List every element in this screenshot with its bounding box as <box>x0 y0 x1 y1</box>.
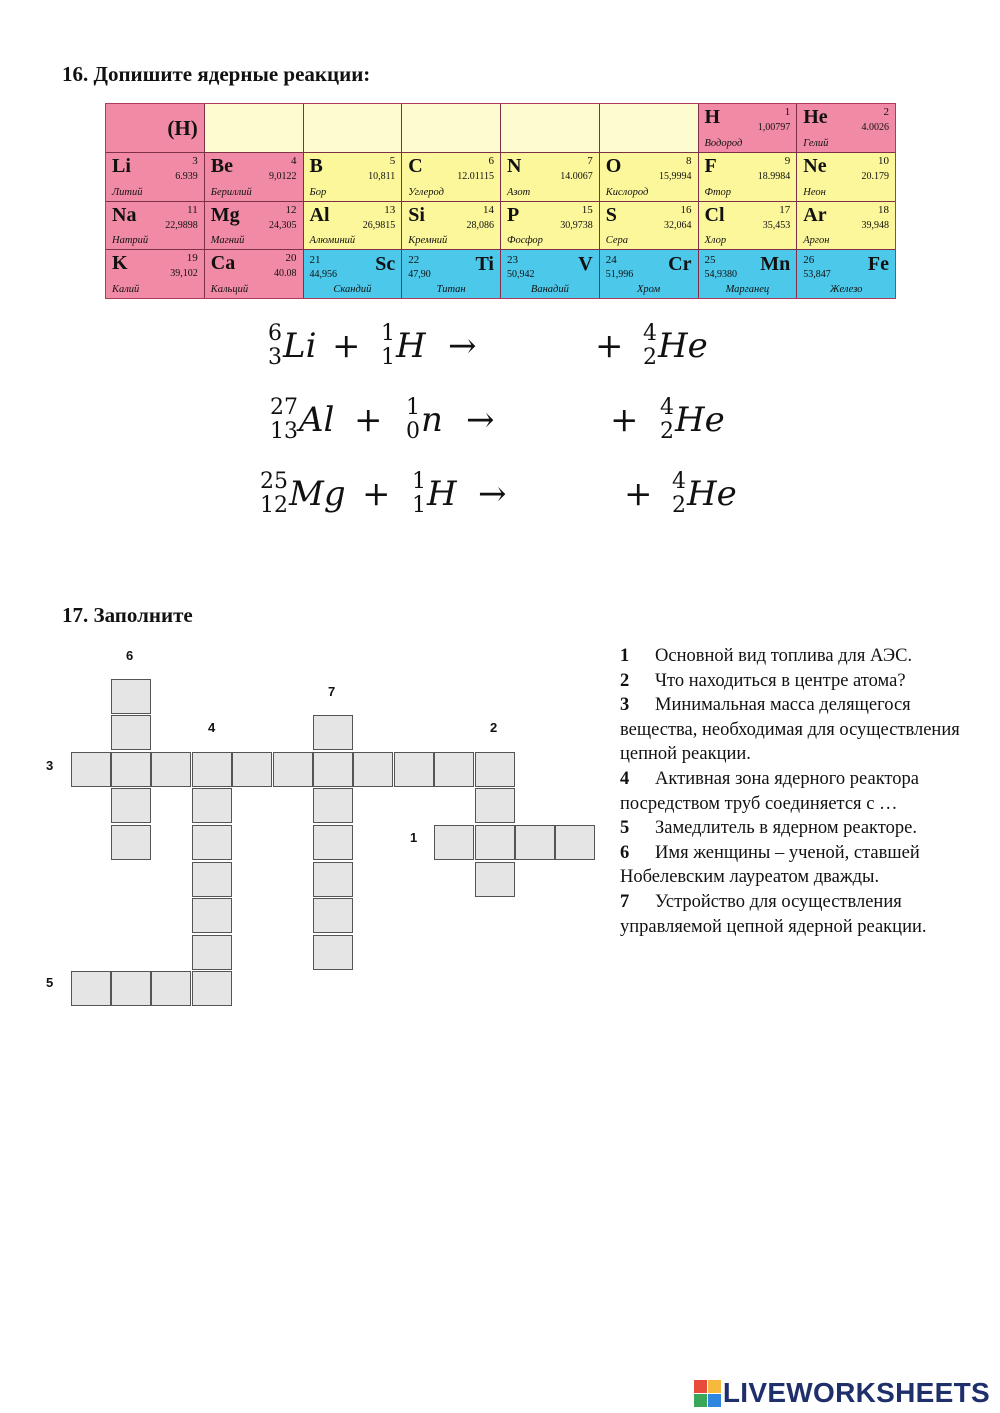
mass-number: 1 <box>381 321 395 346</box>
atomic-mass: 12.01115 <box>457 170 494 182</box>
element-cell-sc <box>304 250 402 298</box>
clue-7 <box>620 890 960 939</box>
atomic-mass: 40.08 <box>274 268 297 280</box>
element-symbol: Al <box>299 400 335 440</box>
clue-2 <box>620 669 960 694</box>
atomic-number: 4 <box>291 154 297 167</box>
mass-number: 4 <box>643 321 657 346</box>
plus-sign: + <box>332 326 361 366</box>
element-cell-mn <box>699 250 797 298</box>
element-symbol: S <box>605 203 617 226</box>
element-cell-ca <box>205 250 303 298</box>
crossword-cell[interactable] <box>111 752 151 787</box>
crossword-cell[interactable] <box>192 971 232 1006</box>
clue-num: 6 <box>620 842 630 863</box>
atomic-number: 6 <box>488 154 494 167</box>
element-name: Ванадий <box>530 284 569 295</box>
atomic-mass: 39,102 <box>170 268 198 280</box>
clue-num: 1 <box>620 646 630 666</box>
crossword-cell[interactable] <box>313 715 353 750</box>
crossword-cell[interactable] <box>192 788 232 823</box>
crossword-cell[interactable] <box>313 862 353 897</box>
element-cell-empty <box>600 104 698 152</box>
element-cell-ne <box>797 153 895 201</box>
element-symbol: Cl <box>704 203 725 226</box>
element-name: Литий <box>112 186 143 198</box>
element-symbol: He <box>687 474 737 514</box>
charge-number: 1 <box>381 345 395 370</box>
atomic-number: 25 <box>704 254 716 267</box>
element-cell-mg <box>205 202 303 250</box>
crossword-cell[interactable] <box>475 788 515 823</box>
element-name: Кислород <box>605 186 649 198</box>
crossword-cell[interactable] <box>111 679 151 714</box>
element-symbol: P <box>507 203 520 226</box>
element-name: Сера <box>605 235 628 247</box>
crossword-cell[interactable] <box>353 752 393 787</box>
element-symbol: Be <box>210 154 233 177</box>
element-cell-s <box>600 202 698 250</box>
atomic-number: 23 <box>507 254 518 267</box>
crossword-cell[interactable] <box>475 752 515 787</box>
crossword-cell[interactable] <box>273 752 313 787</box>
element-cell-empty <box>205 104 303 152</box>
clue-number-1: 1 <box>410 830 418 845</box>
plus-sign: + <box>624 474 653 514</box>
element-cell-h <box>699 104 797 152</box>
clue-num: 2 <box>620 670 630 691</box>
atomic-mass: 14.0067 <box>560 170 593 182</box>
crossword-cell[interactable] <box>515 825 555 860</box>
element-cell-empty <box>304 104 402 152</box>
crossword-cell[interactable] <box>111 971 151 1006</box>
atomic-mass: 39,948 <box>861 219 889 231</box>
element-name: Фтор <box>704 186 732 198</box>
element-cell-p <box>501 202 599 250</box>
charge-number: 3 <box>268 345 282 370</box>
atomic-mass: 32,064 <box>664 219 692 231</box>
atomic-mass: 1,00797 <box>757 122 791 133</box>
atomic-mass: 22,9898 <box>165 219 198 231</box>
crossword-cell[interactable] <box>111 788 151 823</box>
clue-text: Устройство для осуществления управляемой цепной ядерной реакции. <box>620 891 927 937</box>
atomic-mass: 18.9984 <box>757 170 791 182</box>
crossword-cell[interactable] <box>111 825 151 860</box>
element-symbol: C <box>408 154 423 177</box>
crossword-cell[interactable] <box>151 752 191 787</box>
element-name: Хром <box>637 284 661 295</box>
clue-text: Основной вид топлива для АЭС. <box>655 646 913 666</box>
plus-sign: + <box>354 400 383 440</box>
crossword-cell[interactable] <box>192 898 232 933</box>
atomic-mass: 53,847 <box>803 269 831 281</box>
mass-number: 4 <box>672 469 686 494</box>
element-name: Титан <box>436 284 466 295</box>
atomic-number: 13 <box>384 203 396 216</box>
element-cell-empty <box>501 104 599 152</box>
atomic-mass: 9,0122 <box>269 170 297 182</box>
logo-square <box>708 1380 721 1393</box>
atomic-mass: 10,811 <box>368 170 396 182</box>
atomic-mass: 26,9815 <box>362 219 396 231</box>
arrow: → <box>478 474 507 514</box>
element-symbol: Ca <box>210 252 236 275</box>
element-symbol: Al <box>309 203 330 226</box>
periodic-table <box>105 103 896 299</box>
crossword-cell[interactable] <box>71 971 111 1006</box>
charge-number: 0 <box>406 419 420 444</box>
clue-num: 7 <box>620 891 630 912</box>
liveworksheets-brand[interactable] <box>694 1376 990 1410</box>
atomic-number: 10 <box>878 154 889 167</box>
task16-title: 16. Допишите ядерные реакции: <box>62 62 371 86</box>
element-symbol: V <box>578 253 593 276</box>
element-cell-fe <box>797 250 895 298</box>
element-symbol: Li <box>112 154 131 177</box>
atomic-number: 20 <box>285 252 297 265</box>
atomic-number: 8 <box>686 154 692 167</box>
element-symbol: Na <box>112 203 137 226</box>
reactant-1 <box>270 396 334 444</box>
element-cell-b <box>304 153 402 201</box>
charge-number: 2 <box>672 493 686 518</box>
atomic-number: 5 <box>389 154 396 167</box>
element-cell-f <box>699 153 797 201</box>
clue-1 <box>620 644 960 669</box>
equation-1 <box>268 322 748 382</box>
clue-6 <box>620 841 960 890</box>
clue-4 <box>620 767 960 816</box>
clue-number-2: 2 <box>490 720 498 735</box>
crossword-cell[interactable] <box>434 825 474 860</box>
mass-number: 27 <box>270 395 298 420</box>
atomic-number: 2 <box>883 106 889 118</box>
atomic-number: 11 <box>187 203 198 216</box>
clue-text: Замедлитель в ядерном реакторе. <box>655 818 917 839</box>
atomic-number: 1 <box>784 106 791 118</box>
mass-number: 1 <box>406 395 420 420</box>
crossword-cell[interactable] <box>313 752 353 787</box>
atomic-number: 18 <box>878 203 889 216</box>
atomic-mass: 15,9994 <box>659 170 692 182</box>
element-cell-be <box>205 153 303 201</box>
element-name: Азот <box>507 186 531 198</box>
atomic-number: 26 <box>803 254 815 267</box>
clue-num: 3 <box>620 695 630 716</box>
clue-5 <box>620 816 960 841</box>
logo-square <box>694 1394 707 1407</box>
product-2 <box>672 470 737 518</box>
element-cell-c <box>402 153 500 201</box>
element-name: Аргон <box>803 235 830 247</box>
crossword-cell[interactable] <box>313 788 353 823</box>
element-name: Кальций <box>210 284 249 295</box>
element-symbol: n <box>421 400 443 440</box>
element-name: Магний <box>210 235 245 247</box>
arrow: → <box>448 326 477 366</box>
reactant-2 <box>381 322 426 370</box>
crossword-cell[interactable] <box>192 862 232 897</box>
element-symbol: F <box>704 154 717 177</box>
element-symbol: Si <box>408 203 425 226</box>
clue-text: Имя женщины – ученой, ставшей Нобелевским лауреатом дважды. <box>620 842 920 888</box>
clue-number-4: 4 <box>208 720 216 735</box>
element-cell-cl <box>699 202 797 250</box>
element-cell-v <box>501 250 599 298</box>
crossword-cell[interactable] <box>313 825 353 860</box>
element-symbol: Ar <box>803 203 827 226</box>
clue-num: 5 <box>620 818 630 839</box>
element-name: Водород <box>704 137 743 149</box>
element-cell-n <box>501 153 599 201</box>
atomic-mass: 4.0026 <box>861 122 889 133</box>
element-cell-he <box>797 104 895 152</box>
element-symbol: Li <box>283 326 317 366</box>
clue-number-5: 5 <box>46 975 54 990</box>
atomic-number: 16 <box>680 203 692 216</box>
atomic-number: 15 <box>581 203 593 216</box>
clue-num: 4 <box>620 768 630 789</box>
element-name: Натрий <box>112 235 149 247</box>
element-name: Калий <box>112 284 140 295</box>
crossword-cell[interactable] <box>475 862 515 897</box>
element-symbol: He <box>658 326 708 366</box>
atomic-number: 7 <box>587 154 593 167</box>
reactant-2 <box>406 396 443 444</box>
element-symbol: Mn <box>760 253 791 276</box>
crossword-cell[interactable] <box>71 752 111 787</box>
crossword-cell[interactable] <box>394 752 434 787</box>
element-cell-ti <box>402 250 500 298</box>
element-cell-empty <box>402 104 500 152</box>
atomic-mass: 51,996 <box>605 269 634 281</box>
reactant-1 <box>260 470 346 518</box>
product-2 <box>660 396 725 444</box>
crossword-cell[interactable] <box>232 752 272 787</box>
plus-sign: + <box>362 474 391 514</box>
clue-number-3: 3 <box>46 758 54 773</box>
atomic-number: 3 <box>192 154 198 167</box>
element-name: Гелий <box>803 137 829 149</box>
brand-text: LIVEWORKSHEETS <box>722 1377 990 1408</box>
atomic-mass: 24,305 <box>269 219 297 231</box>
atomic-mass: 47,90 <box>408 269 431 281</box>
crossword-cell[interactable] <box>313 935 353 970</box>
reactant-1 <box>268 322 316 370</box>
clue-text: Что находиться в центре атома? <box>655 670 906 691</box>
charge-number: 12 <box>260 493 288 518</box>
task17-title: 17. Заполните <box>62 603 193 627</box>
element-symbol: (H) <box>167 116 198 140</box>
element-symbol: H <box>396 326 426 366</box>
atomic-number: 17 <box>779 203 791 216</box>
element-name: Хлор <box>704 235 727 247</box>
atomic-mass: 20.179 <box>861 170 889 182</box>
atomic-mass: 35,453 <box>762 219 791 231</box>
element-cell-o <box>600 153 698 201</box>
element-symbol: Cr <box>668 253 692 276</box>
element-cell-cr <box>600 250 698 298</box>
element-symbol: Sc <box>375 253 396 276</box>
element-symbol: O <box>605 154 622 177</box>
mass-number: 1 <box>412 469 426 494</box>
element-cell-li <box>106 153 204 201</box>
element-symbol: Fe <box>867 253 889 276</box>
element-symbol: K <box>112 252 128 275</box>
element-name: Неон <box>803 186 826 198</box>
equation-3 <box>260 470 750 530</box>
atomic-mass: 54,9380 <box>704 269 737 281</box>
element-name: Железо <box>829 284 863 295</box>
element-name: Алюминий <box>309 235 356 247</box>
element-name: Кремний <box>408 235 448 247</box>
atomic-mass: 50,942 <box>507 269 535 281</box>
element-symbol: He <box>675 400 725 440</box>
element-symbol: B <box>309 154 323 177</box>
crossword-grid <box>0 640 610 1040</box>
crossword-cell[interactable] <box>434 752 474 787</box>
clue-number-6: 6 <box>126 648 134 663</box>
atomic-number: 14 <box>483 203 494 216</box>
clue-text: Минимальная масса делящегося вещества, необходимая для осуществления цепной реакции. <box>620 695 960 765</box>
clue-3 <box>620 693 960 767</box>
crossword-cell[interactable] <box>192 935 232 970</box>
atomic-mass: 28,086 <box>466 219 494 231</box>
element-symbol: H <box>427 474 457 514</box>
atomic-number: 21 <box>309 254 321 267</box>
clue-number-7: 7 <box>328 684 336 699</box>
crossword-cell[interactable] <box>111 715 151 750</box>
mass-number: 6 <box>268 321 282 346</box>
logo-square <box>694 1380 707 1393</box>
element-name: Бор <box>309 186 327 198</box>
atomic-number: 19 <box>186 252 198 265</box>
element-name: Углерод <box>408 186 444 198</box>
element-name: Бериллий <box>210 186 252 198</box>
element-symbol: Ti <box>475 253 494 276</box>
crossword-cell[interactable] <box>475 825 515 860</box>
crossword-cell[interactable] <box>192 825 232 860</box>
atomic-mass: 44,956 <box>309 269 337 281</box>
mass-number: 4 <box>660 395 674 420</box>
atomic-mass: 30,9738 <box>560 219 593 231</box>
atomic-number: 12 <box>285 203 297 216</box>
plus-sign: + <box>595 326 624 366</box>
reactant-2 <box>412 470 457 518</box>
charge-number: 2 <box>660 419 674 444</box>
charge-number: 1 <box>412 493 426 518</box>
clue-text: Активная зона ядерного реактора посредством труб соединяется с … <box>620 768 919 814</box>
element-name: Фосфор <box>507 235 543 247</box>
element-name: Скандий <box>333 284 372 295</box>
element-symbol: He <box>803 106 828 128</box>
atomic-number: 22 <box>408 254 420 267</box>
plus-sign: + <box>610 400 639 440</box>
element-cell-k <box>106 250 204 298</box>
element-name: Марганец <box>725 284 770 295</box>
element-symbol: N <box>507 154 522 177</box>
element-cell-na <box>106 202 204 250</box>
mass-number: 25 <box>260 469 288 494</box>
atomic-number: 9 <box>784 154 791 167</box>
product-2 <box>643 322 708 370</box>
element-cell-h <box>106 104 204 152</box>
atomic-mass: 6.939 <box>175 170 198 182</box>
charge-number: 13 <box>270 419 298 444</box>
element-symbol: H <box>704 106 721 128</box>
element-cell-al <box>304 202 402 250</box>
element-cell-ar <box>797 202 895 250</box>
crossword-cell[interactable] <box>313 898 353 933</box>
crossword-cell[interactable] <box>151 971 191 1006</box>
atomic-number: 24 <box>605 254 617 267</box>
crossword-cell[interactable] <box>555 825 595 860</box>
element-symbol: Mg <box>210 203 240 226</box>
crossword-cell[interactable] <box>192 752 232 787</box>
crossword-clues <box>620 644 960 939</box>
equation-2 <box>270 396 750 456</box>
element-cell-si <box>402 202 500 250</box>
arrow: → <box>466 400 495 440</box>
liveworksheets-logo-icon <box>694 1380 721 1407</box>
element-symbol: Mg <box>289 474 346 514</box>
logo-square <box>708 1394 721 1407</box>
charge-number: 2 <box>643 345 657 370</box>
element-symbol: Ne <box>803 154 827 177</box>
